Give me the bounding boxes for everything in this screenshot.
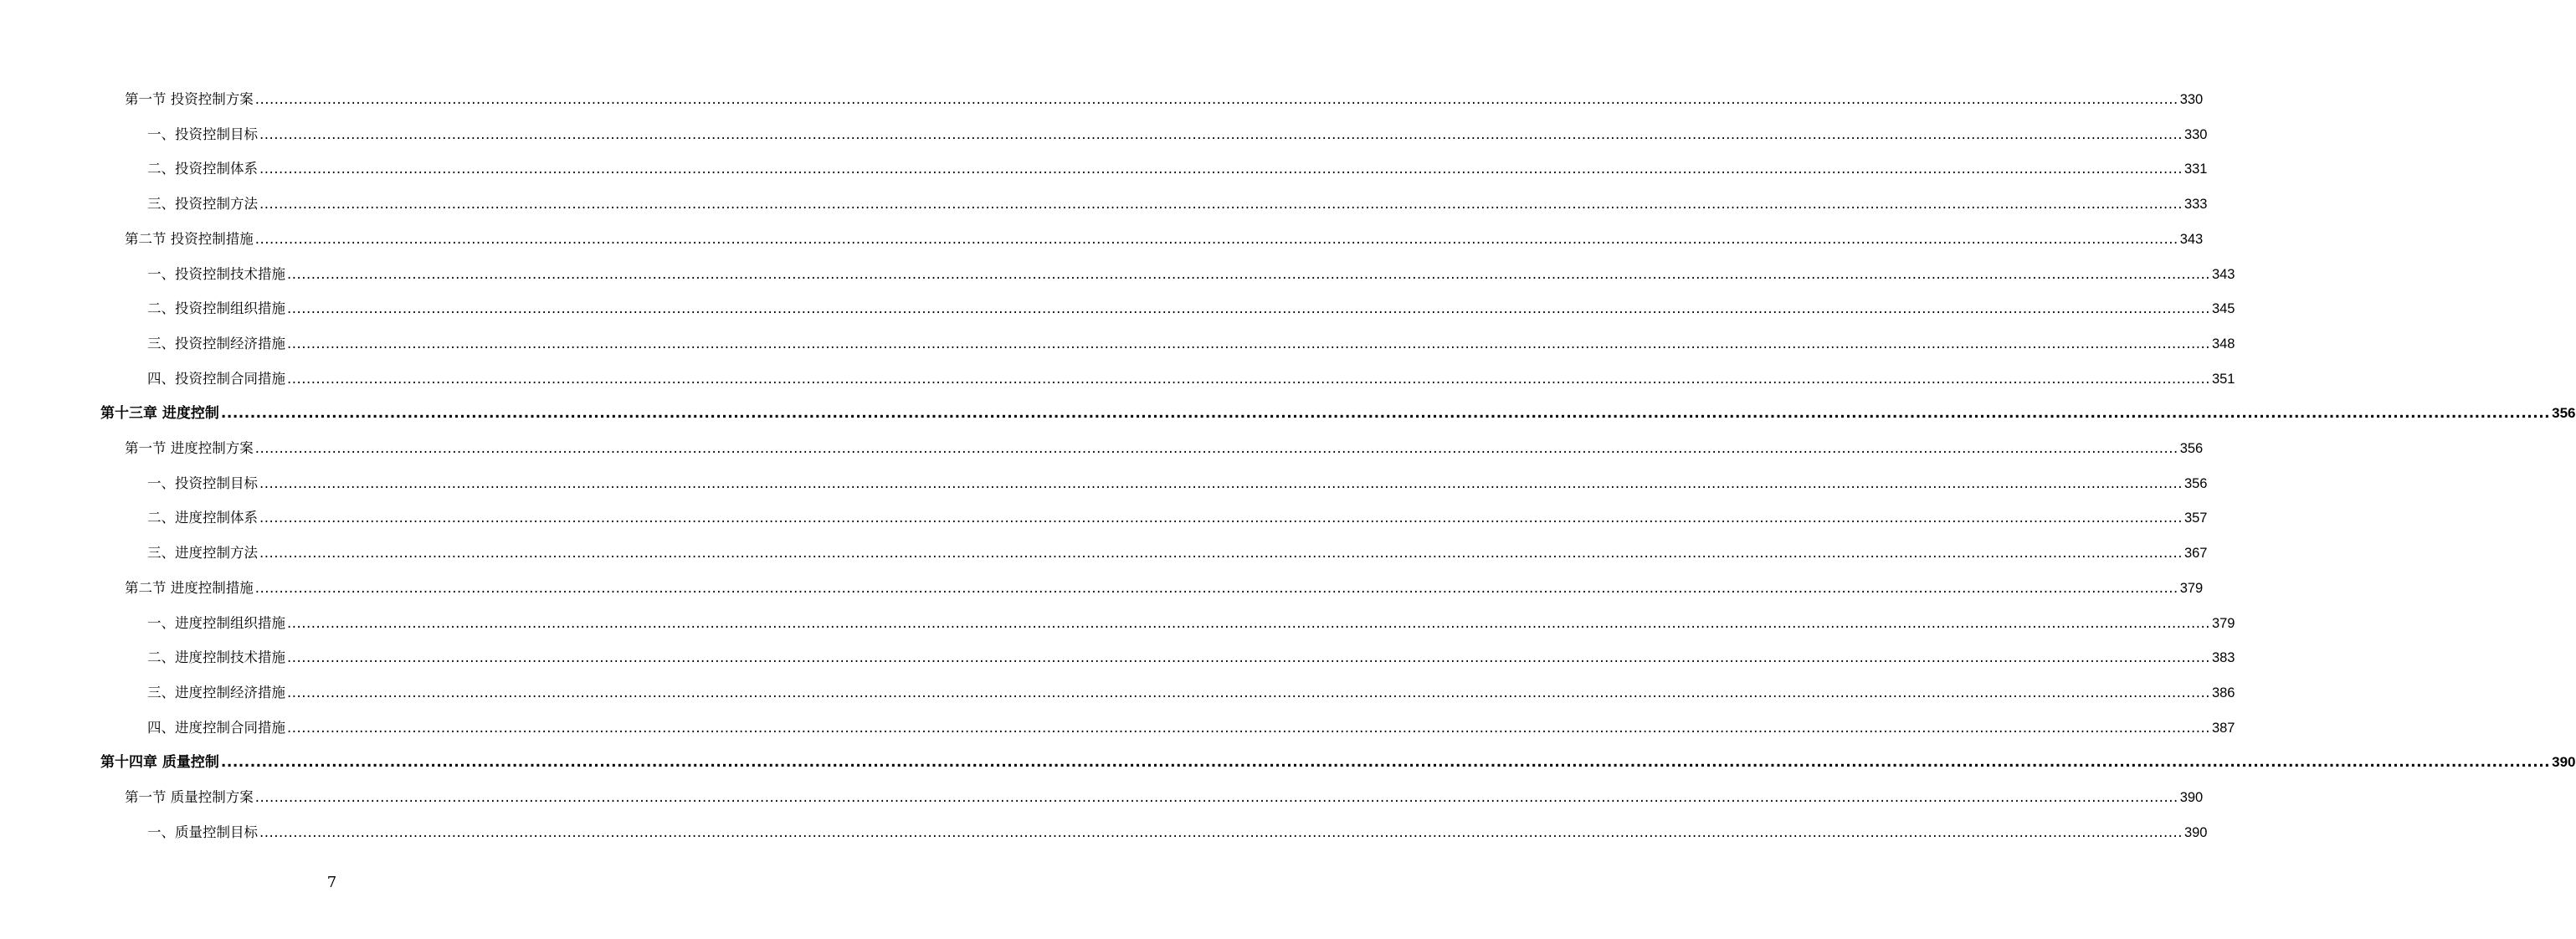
toc-entry-page: 333 bbox=[2183, 197, 2208, 213]
toc-entry-item[interactable] bbox=[0, 819, 2208, 841]
toc-entry-page: 330 bbox=[2183, 126, 2208, 142]
page-number: 7 bbox=[326, 874, 337, 891]
toc-entry-label: 四、投资控制合同措施 bbox=[147, 370, 285, 387]
toc-entry-label: 三、投资控制方法 bbox=[147, 196, 258, 213]
toc-entry-section[interactable] bbox=[0, 226, 2204, 248]
toc-leader-dots: ................................................................................................................................................................................................................................................................................................................................................................................................................ bbox=[220, 405, 2551, 423]
toc-entry-label: 三、进度控制方法 bbox=[147, 545, 258, 562]
toc-leader-dots: ................................................................................................................................................................................................................................................................................................................................................................................................................ bbox=[287, 370, 2210, 387]
toc-entry-page: 379 bbox=[2211, 615, 2235, 631]
toc-leader-dots: ................................................................................................................................................................................................................................................................................................................................................................................................................ bbox=[287, 719, 2210, 736]
toc-entry-page: 345 bbox=[2211, 301, 2235, 317]
toc-entry-section[interactable] bbox=[0, 86, 2204, 108]
toc-entry-label: 三、投资控制经济措施 bbox=[147, 335, 285, 351]
toc-leader-dots: ................................................................................................................................................................................................................................................................................................................................................................................................................ bbox=[254, 579, 2178, 596]
toc-entry-label: 一、投资控制目标 bbox=[147, 475, 258, 491]
toc-entry-label: 第一节 进度控制方案 bbox=[125, 440, 254, 456]
toc-leader-dots: ................................................................................................................................................................................................................................................................................................................................................................................................................ bbox=[259, 196, 2183, 213]
toc-entry-item[interactable] bbox=[0, 366, 2235, 387]
toc-entry-label: 第一节 投资控制方案 bbox=[125, 91, 254, 107]
toc-entry-item[interactable] bbox=[0, 331, 2235, 352]
toc-leader-dots: ................................................................................................................................................................................................................................................................................................................................................................................................................ bbox=[254, 91, 2178, 107]
toc-entry-label: 二、进度控制技术措施 bbox=[147, 649, 285, 666]
toc-entry-label: 四、进度控制合同措施 bbox=[147, 719, 285, 736]
toc-entry-label: 一、投资控制目标 bbox=[147, 126, 258, 142]
toc-leader-dots: ................................................................................................................................................................................................................................................................................................................................................................................................................ bbox=[259, 824, 2183, 840]
toc-entry-chapter[interactable] bbox=[0, 400, 2576, 423]
toc-entry-label: 第二节 进度控制措施 bbox=[125, 579, 254, 596]
toc-entry-page: 386 bbox=[2211, 685, 2235, 700]
toc-leader-dots: ................................................................................................................................................................................................................................................................................................................................................................................................................ bbox=[259, 545, 2183, 562]
toc-entry-section[interactable] bbox=[0, 784, 2204, 806]
toc-leader-dots: ................................................................................................................................................................................................................................................................................................................................................................................................................ bbox=[254, 789, 2178, 805]
toc-entry-page: 331 bbox=[2183, 162, 2208, 177]
toc-leader-dots: ................................................................................................................................................................................................................................................................................................................................................................................................................ bbox=[287, 614, 2210, 631]
toc-entry-page: 356 bbox=[2179, 441, 2204, 456]
toc-leader-dots: ................................................................................................................................................................................................................................................................................................................................................................................................................ bbox=[259, 510, 2183, 526]
toc-entry-page: 383 bbox=[2211, 650, 2235, 666]
toc-entry-item[interactable] bbox=[0, 295, 2235, 317]
toc-leader-dots: ................................................................................................................................................................................................................................................................................................................................................................................................................ bbox=[259, 126, 2183, 142]
toc-entry-page: 330 bbox=[2179, 92, 2204, 107]
toc-leader-dots: ................................................................................................................................................................................................................................................................................................................................................................................................................ bbox=[259, 161, 2183, 177]
toc-entry-chapter[interactable] bbox=[0, 749, 2576, 772]
toc-entry-page: 356 bbox=[2552, 405, 2576, 422]
toc-entry-item[interactable] bbox=[0, 644, 2235, 666]
toc-entry-section[interactable] bbox=[0, 575, 2204, 597]
toc-entry-page: 390 bbox=[2552, 754, 2576, 771]
toc-leader-dots: ................................................................................................................................................................................................................................................................................................................................................................................................................ bbox=[287, 684, 2210, 700]
toc-entry-section[interactable] bbox=[0, 435, 2204, 457]
toc-entry-label: 三、进度控制经济措施 bbox=[147, 684, 285, 700]
toc-leader-dots: ................................................................................................................................................................................................................................................................................................................................................................................................................ bbox=[220, 754, 2551, 772]
toc-entry-item[interactable] bbox=[0, 505, 2208, 526]
toc-leader-dots: ................................................................................................................................................................................................................................................................................................................................................................................................................ bbox=[287, 300, 2210, 317]
toc-entry-label: 第十四章 质量控制 bbox=[100, 754, 219, 772]
toc-entry-item[interactable] bbox=[0, 540, 2208, 562]
toc-entry-page: 390 bbox=[2183, 824, 2208, 840]
toc-entry-page: 379 bbox=[2179, 580, 2204, 596]
toc-entry-page: 390 bbox=[2179, 790, 2204, 805]
toc-entry-item[interactable] bbox=[0, 261, 2235, 283]
toc-entry-item[interactable] bbox=[0, 156, 2208, 177]
toc-leader-dots: ................................................................................................................................................................................................................................................................................................................................................................................................................ bbox=[287, 265, 2210, 282]
toc-entry-label: 一、投资控制技术措施 bbox=[147, 265, 285, 282]
toc-entry-label: 二、进度控制体系 bbox=[147, 510, 258, 526]
toc-entry-label: 一、质量控制目标 bbox=[147, 824, 258, 840]
toc-entry-page: 367 bbox=[2183, 546, 2208, 562]
toc-entry-page: 356 bbox=[2183, 475, 2208, 491]
toc-entry-item[interactable] bbox=[0, 470, 2208, 492]
toc-entry-item[interactable] bbox=[0, 715, 2235, 736]
toc-entry-item[interactable] bbox=[0, 680, 2235, 701]
toc-entry-label: 一、进度控制组织措施 bbox=[147, 614, 285, 631]
toc-entry-page: 343 bbox=[2211, 266, 2235, 282]
toc-entry-page: 343 bbox=[2179, 231, 2204, 247]
toc-entry-page: 387 bbox=[2211, 720, 2235, 736]
toc-entry-page: 348 bbox=[2211, 336, 2235, 351]
toc-leader-dots: ................................................................................................................................................................................................................................................................................................................................................................................................................ bbox=[254, 230, 2178, 247]
toc-entry-label: 二、投资控制组织措施 bbox=[147, 300, 285, 317]
toc-leader-dots: ................................................................................................................................................................................................................................................................................................................................................................................................................ bbox=[287, 649, 2210, 666]
toc-entry-page: 357 bbox=[2183, 511, 2208, 526]
toc-entry-label: 二、投资控制体系 bbox=[147, 161, 258, 177]
toc-entry-label: 第二节 投资控制措施 bbox=[125, 230, 254, 247]
toc-leader-dots: ................................................................................................................................................................................................................................................................................................................................................................................................................ bbox=[254, 440, 2178, 456]
toc-entry-item[interactable] bbox=[0, 191, 2208, 213]
toc-entry-label: 第十三章 进度控制 bbox=[100, 405, 219, 423]
toc-leader-dots: ................................................................................................................................................................................................................................................................................................................................................................................................................ bbox=[259, 475, 2183, 491]
toc-leader-dots: ................................................................................................................................................................................................................................................................................................................................................................................................................ bbox=[287, 335, 2210, 351]
toc-entry-item[interactable] bbox=[0, 610, 2235, 632]
toc-entry-page: 351 bbox=[2211, 371, 2235, 387]
toc-entry-item[interactable] bbox=[0, 121, 2208, 143]
toc-entry-label: 第一节 质量控制方案 bbox=[125, 789, 254, 805]
